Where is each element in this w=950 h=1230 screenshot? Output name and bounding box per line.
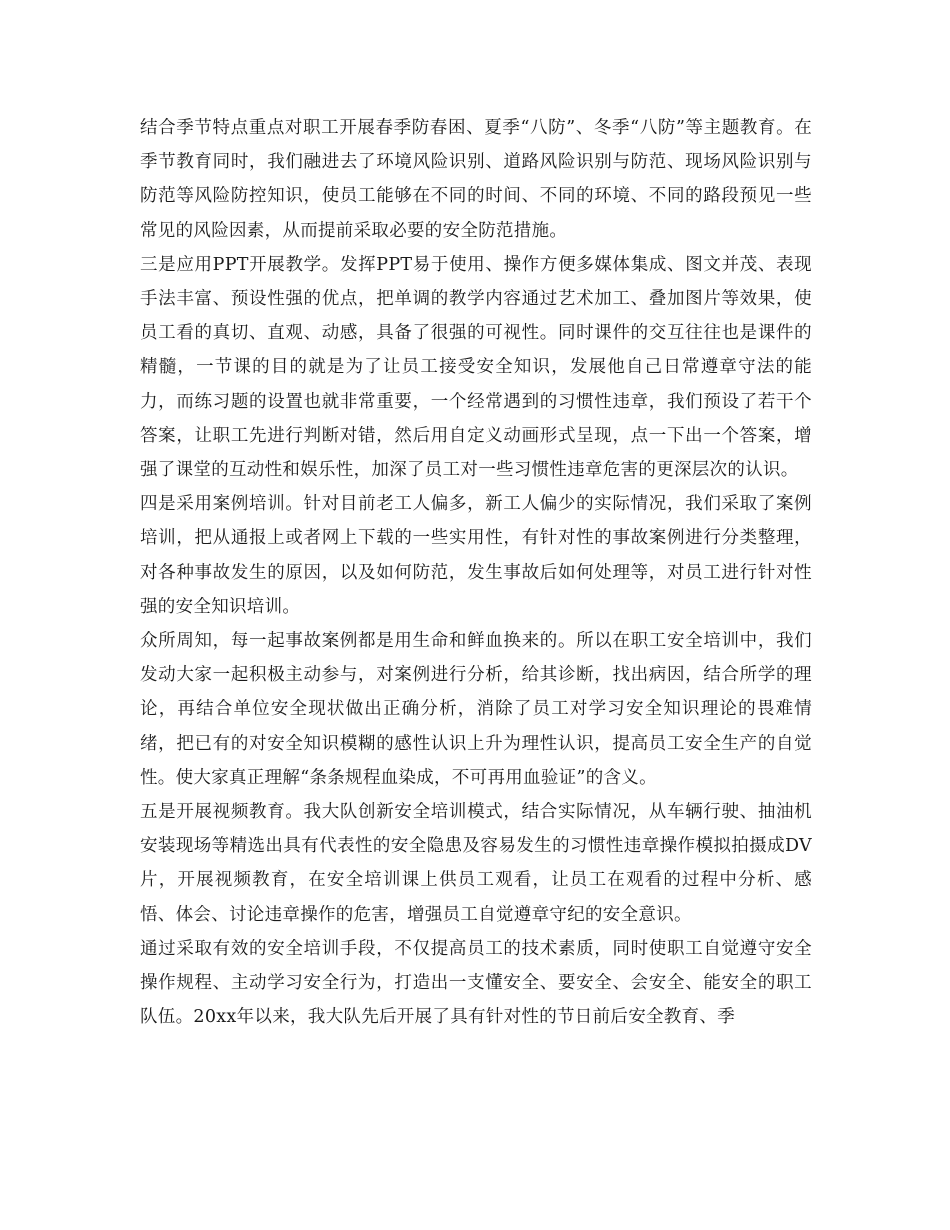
paragraph-case-analysis: 众所周知，每一起事故案例都是用生命和鲜血换来的。所以在职工安全培训中，我们发动大家一起积极主动参与，对案例进行分析，给其诊断，找出病因，结合所学的理论，再结合单位安全现状做出正确分析，消除了员工对学习安全知识理论的畏难情绪，把已有的对安全知识模糊的感性认识上升为理性认识，提高员工安全生产的自觉性。使大家真正理解“条条规程血染成，不可再用血验证”的含义。 [140, 631, 812, 788]
paragraph-ppt-teaching: 三是应用PPT开展教学。发挥PPT易于使用、操作方便多媒体集成、图文并茂、表现手法丰富、预设性强的优点，把单调的教学内容通过艺术加工、叠加图片等效果，使员工看的真切、直观、动感，具备了很强的可视性。同时课件的交互往往也是课件的精髓，一节课的目的就是为了让员工接受安全知识，发展他自己日常遵章守法的能力，而练习题的设置也就非常重要，一个经常遇到的习惯性违章，我们预设了若干个答案，让职工先进行判断对错，然后用自定义动画形式呈现，点一下出一个答案，增强了课堂的互动性和娱乐性，加深了员工对一些习惯性违章危害的更深层次的认识。 [140, 254, 812, 481]
document-body [140, 111, 812, 1034]
paragraph-training-results: 通过采取有效的安全培训手段，不仅提高员工的技术素质，同时使职工自觉遵守安全操作规程、主动学习安全行为，打造出一支懂安全、要安全、会安全、能安全的职工队伍。20xx年以来，我大队先后开展了具有针对性的节日前后安全教育、季 [140, 938, 812, 1028]
paragraph-case-training: 四是采用案例培训。针对目前老工人偏多，新工人偏少的实际情况，我们采取了案例培训，把从通报上或者网上下载的一些实用性，有针对性的事故案例进行分类整理，对各种事故发生的原因，以及如何防范，发生事故后如何处理等，对员工进行针对性强的安全知识培训。 [140, 494, 812, 617]
paragraph-video-education: 五是开展视频教育。我大队创新安全培训模式，结合实际情况，从车辆行驶、抽油机安装现场等精选出具有代表性的安全隐患及容易发生的习惯性违章操作模拟拍摄成DV片，开展视频教育，在安全培训课上供员工观看，让员工在观看的过程中分析、感悟、体会、讨论违章操作的危害，增强员工自觉遵章守纪的安全意识。 [140, 802, 812, 925]
paragraph-seasonal-education: 结合季节特点重点对职工开展春季防春困、夏季“八防”、冬季“八防”等主题教育。在季节教育同时，我们融进去了环境风险识别、道路风险识别与防范、现场风险识别与防范等风险防控知识，使员工能够在不同的时间、不同的环境、不同的路段预见一些常见的风险因素，从而提前采取必要的安全防范措施。 [140, 118, 812, 241]
